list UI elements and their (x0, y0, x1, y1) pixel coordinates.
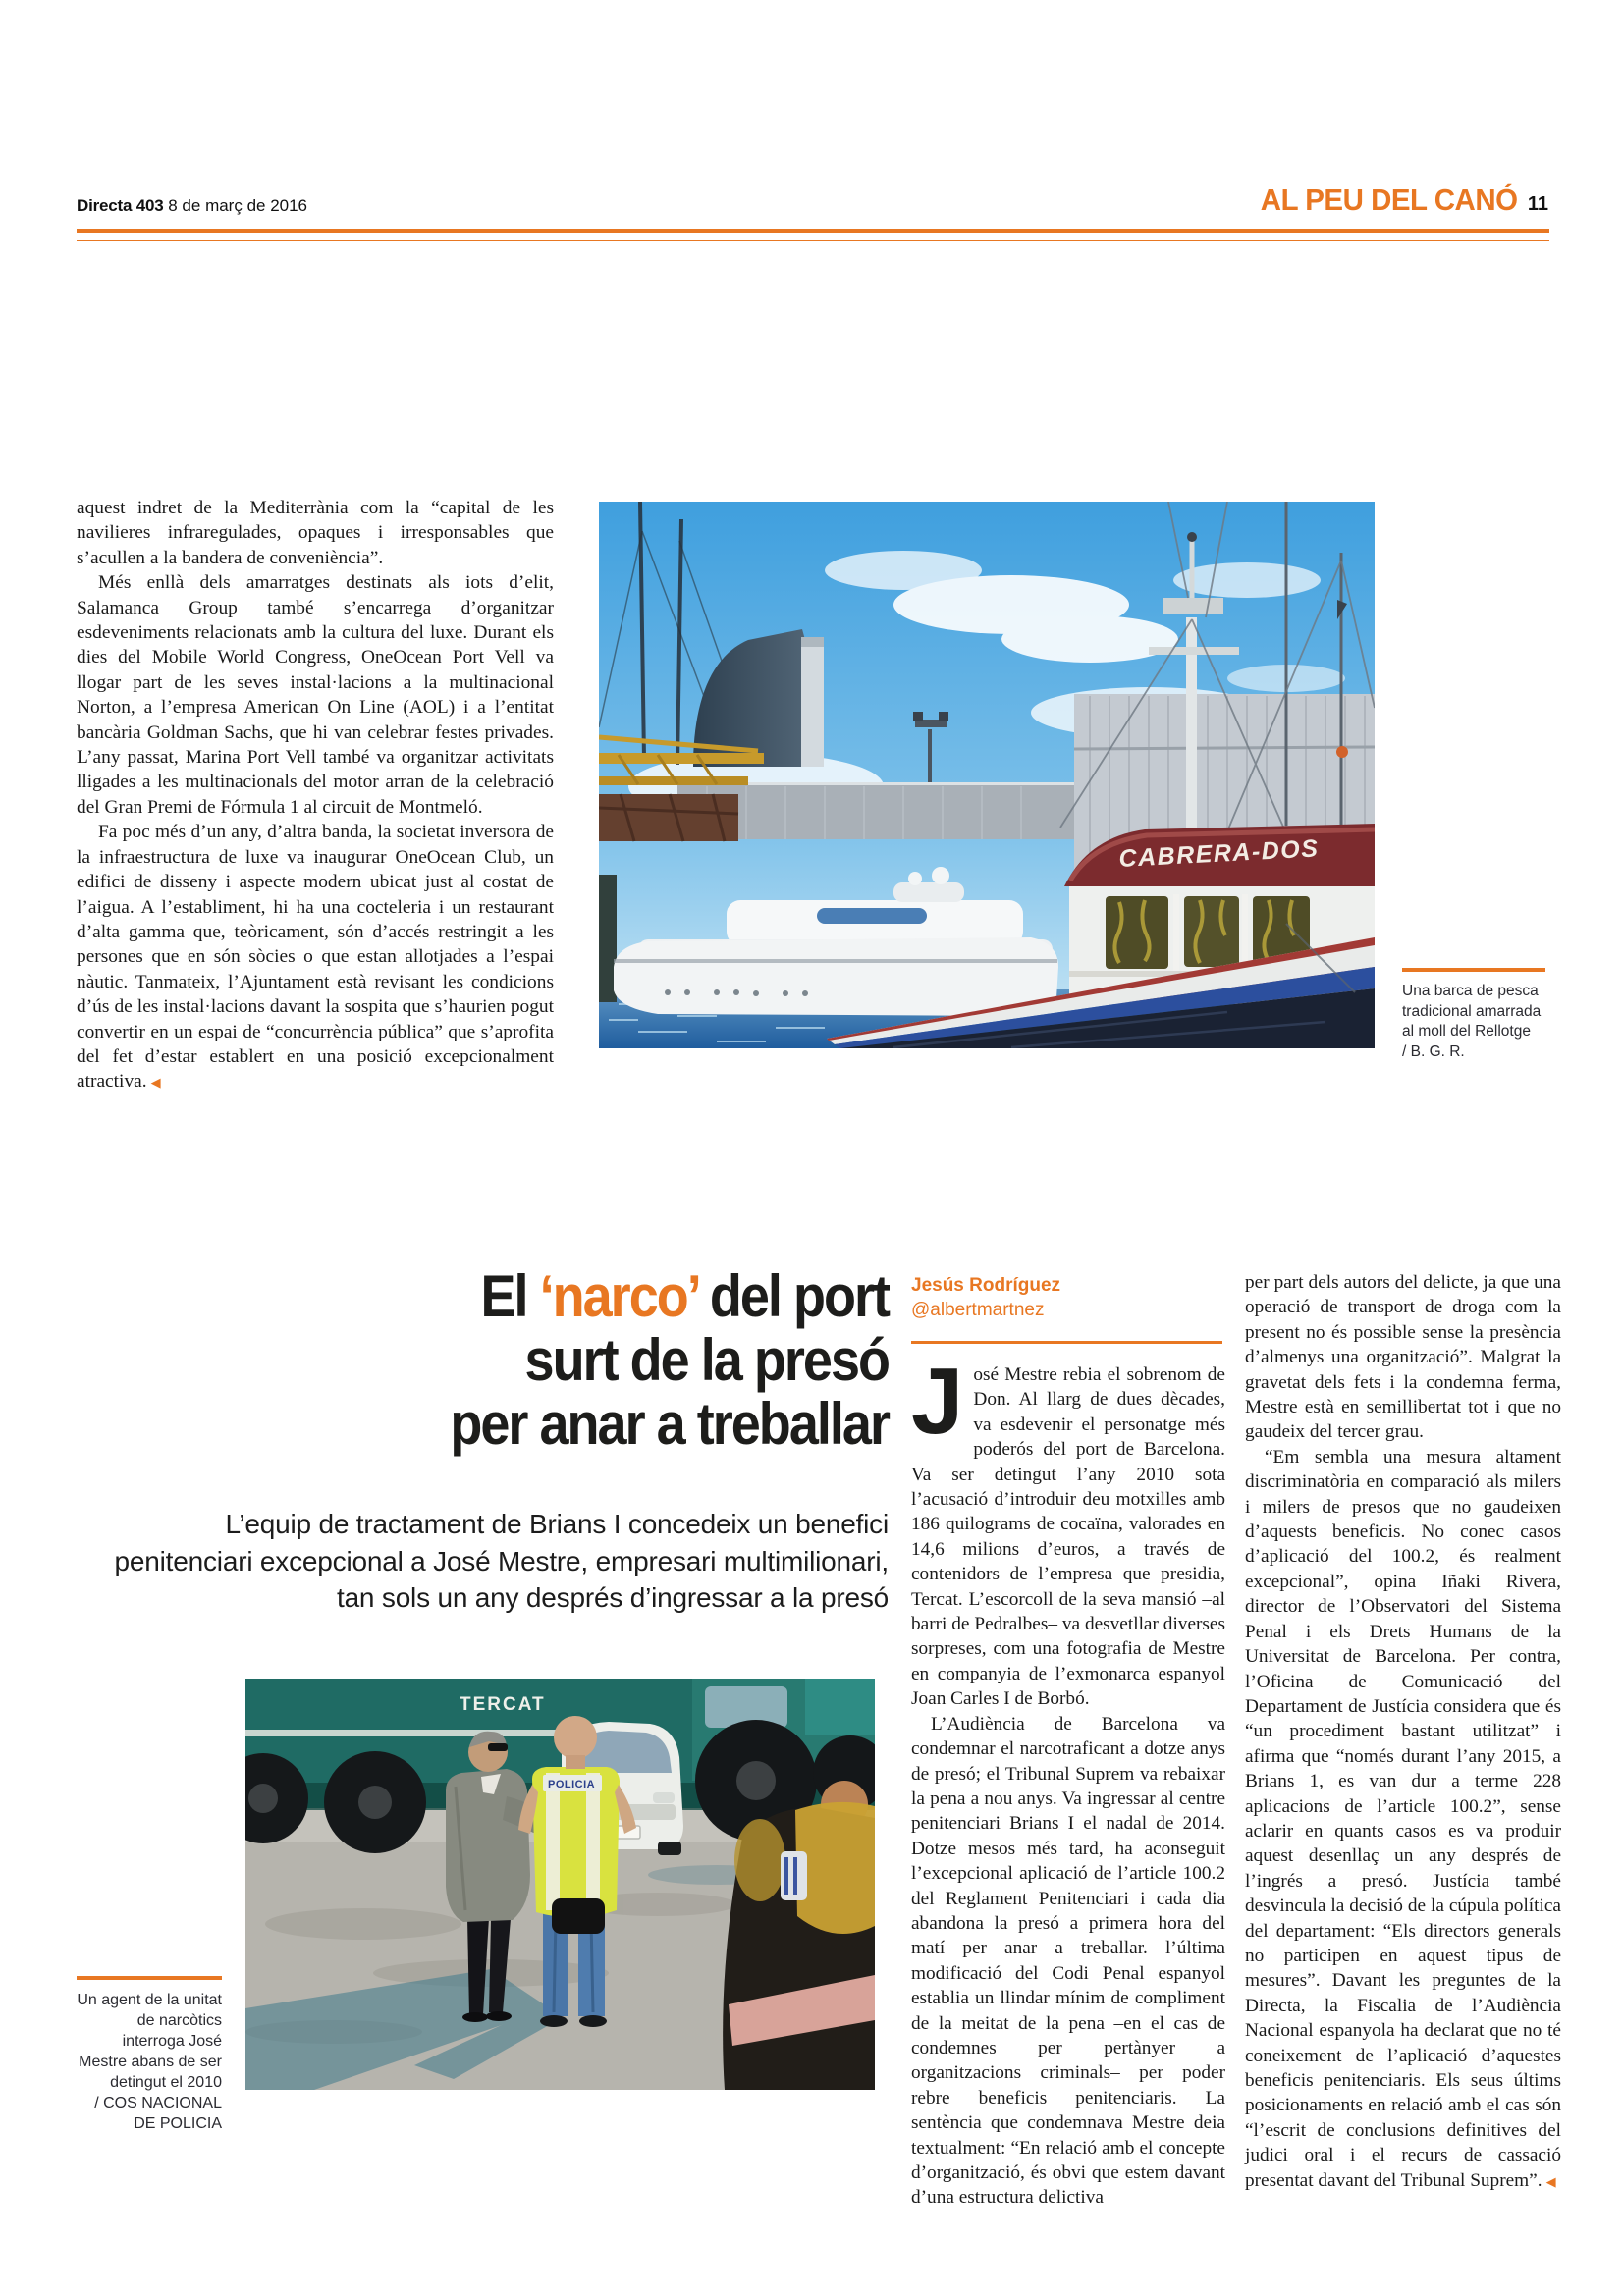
caption-credit: / COS NACIONAL DE POLICIA (94, 2095, 222, 2132)
foreground-person-graphic (723, 1781, 875, 2090)
page-number: 11 (1527, 193, 1548, 215)
truck-label: TERCAT (460, 1694, 546, 1715)
paragraph: per part dels autors del delicte, ja que una operació de transport de droga com la present no és possible sense la presència d’almenys una organització”. Malgrat la gravetat dels fets i la condemna ferma, Mestre està en semillibertat tot i que no gaudeix del tercer grau. (1245, 1272, 1561, 1443)
header-rule-thick (77, 229, 1549, 233)
paragraph: José Mestre rebia el sobrenom de Don. Al llarg de dues dècades, va esdevenir el personatge més poderós del port de Barcelona. Va ser detingut l’any 2010 sota l’acusació d’introduir deu motxilles amb 186 quilograms de cocaïna, valorades en 14,6 milions d’euros, a través de contenidors de l’empresa que presidia, Tercat. L’escorcoll de la seva mansió –al barri de Pedralbes– va desvetllar diverses sorpreses, com una fotografia de Mestre en companyia de l’exmonarca espanyol Joan Carles I de Borbó. (911, 1349, 1225, 1710)
byline-handle: @albertmartnez (911, 1300, 1045, 1320)
boat-name-label: CABRERA-DOS (1117, 834, 1321, 873)
headline-line-2: surt de la presó (524, 1327, 889, 1393)
article-end-icon: ◀ (1545, 2174, 1556, 2190)
masthead (77, 196, 307, 216)
caption-text: Un agent de la unitat de narcòtics interroga José Mestre abans de ser detingut el 2010 (77, 1992, 222, 2091)
dropcap: J (911, 1349, 964, 1454)
paragraph: L’Audiència de Barcelona va condemnar el narcotraficant a dotze anys de presó; el Tribunal Suprem va rebaixar la pena a nou anys. Va ingressar al centre penitenciari Brians I el nadal de 2014. Dotze mesos més tard, ha aconseguit l’excepcional aplicació de l’article 100.2 del Reglament Penitenciari i cada dia abandona la presó a primera hora del matí per anar a treballar. l’última modificació del Codi Penal espanyol establia un llindar mínim de compliment de la meitat de la pena –en el cas de condemnes per pertànyer a organitzacions criminals– per poder rebre beneficis penitenciaris. La sentència que condemnava Mestre deia textualment: “En relació amb el concepte d’organització, és obvi que estem davant d’una estructura delictiva (911, 1713, 1225, 2209)
standfirst: L’equip de tractament de Brians I concedeix un benefici penitenciari excepcional a José Mestre, empresari multimilionari, tan sols un any després d’ingressar a la presó (114, 1509, 889, 1613)
caption-rule (77, 1976, 222, 1980)
vest-label: POLICIA (548, 1779, 596, 1790)
caption-text: Una barca de pesca tradicional amarrada al moll del Rellotge (1402, 983, 1542, 1040)
harbour-photo (599, 502, 1375, 1048)
photo-top-caption (1402, 982, 1551, 1062)
paragraph: Fa poc més d’un any, d’altra banda, la societat inversora de la infraestructura de luxe va inaugurar OneOcean Club, un edifici de disseny i aspecte modern ubicat just al costat de l’aigua. A l’establiment, hi ha una cocteleria i un restaurant d’alta gamma que, teòricament, són d’accés restringit a les persones que en són sòcies o que estan allotjades a l’espai nàutic. Tanmateix, l’Ajuntament està revisant les condicions d’ús de les instal·lacions davant la sospita que s’haurien pogut convertir en un espai de “concurrència pública” que s’aprofita del fet d’estar establert en una posició excepcionalment atractiva. ◀ (77, 822, 554, 1093)
top-article-text (77, 496, 554, 1096)
byline-rule (911, 1341, 1222, 1344)
headline-line-1: El ‘narco’ del port (480, 1263, 889, 1329)
brand-name: Directa 403 (77, 196, 164, 215)
paragraph: “Em sembla una mesura altament discriminatòria en comparació als milers i milers de presos que no gaudeixen d’aquests beneficis. No conec casos d’aplicació del 100.2, és realment excepcional”, opina Iñaki Rivera, director de l’Observatori del Sistema Penal i els Drets Humans de la Universitat de Barcelona. Per contra, l’Oficina de Comunicació del Departament de Justícia considera que és “un procediment bastant utilitzat” i afirma que “només durant l’any 2015, a Brians 1, es van dur a terme 228 aplicacions de l’article 100.2”, sense aclarir en quants casos es va produir aquest desenllaç un any després de l’ingrés a presó. Justícia també desvincula la decisió de la cúpula política del departament: “Els directors generals no participen en aquest tipus de mesures”. Davant les preguntes de la Directa, la Fiscalia de l’Audiència Nacional espanyola ha declarat que no té coneixement de l’aplicació d’aquestes beneficis penitenciaris. Els seus últims posicionaments en relació amb el cas són “l’escrit de conclusions definitives del judici oral i el recurs de cassació presentat davant del Tribunal Suprem”. ◀ (1245, 1446, 1561, 2191)
police-photo-graphic (245, 1679, 875, 2090)
byline (911, 1273, 1225, 1322)
paragraph: Més enllà dels amarratges destinats als iots d’elit, Salamanca Group també s’encarrega d’organitzar esdeveniments relacionats amb la cultura del luxe. Durant els dies del Mobile World Congress, OneOcean Port Vell va llogar part de les seves instal·lacions a la multinacional Norton, a l’empresa American On Line (AOL) i a l’entitat bancària Goldman Sachs, que hi van celebrar festes privades. L’any passat, Marina Port Vell també va organitzar activitats lligades a les multinacionals del motor arran de la celebració del Gran Premi de Fórmula 1 al circuit de Montmeló. (77, 572, 554, 818)
header-rule-thin (77, 240, 1549, 241)
headline-accent: ‘narco’ (539, 1263, 697, 1329)
caption-credit: / B. G. R. (1402, 1042, 1465, 1060)
photo-bottom-caption (75, 1990, 222, 2134)
paragraph: aquest indret de la Mediterrània com la “capital de les navilieres infraregulades, opaques i irresponsables que s’acullen a la bandera de conveniència”. (77, 498, 554, 568)
caption-rule (1402, 968, 1545, 972)
police-photo (245, 1679, 875, 2090)
article-end-icon: ◀ (150, 1076, 161, 1092)
headline-line-3: per anar a treballar (450, 1391, 889, 1457)
article-column-1 (911, 1349, 1225, 2211)
byline-author: Jesús Rodríguez (911, 1275, 1061, 1296)
section-title: AL PEU DEL CANÓ (1261, 183, 1518, 217)
article-column-2 (1245, 1270, 1561, 2195)
section-header (1247, 183, 1548, 218)
harbour-photo-graphic (599, 502, 1375, 1048)
issue-date: 8 de març de 2016 (163, 196, 308, 215)
article-headline (182, 1264, 889, 1456)
